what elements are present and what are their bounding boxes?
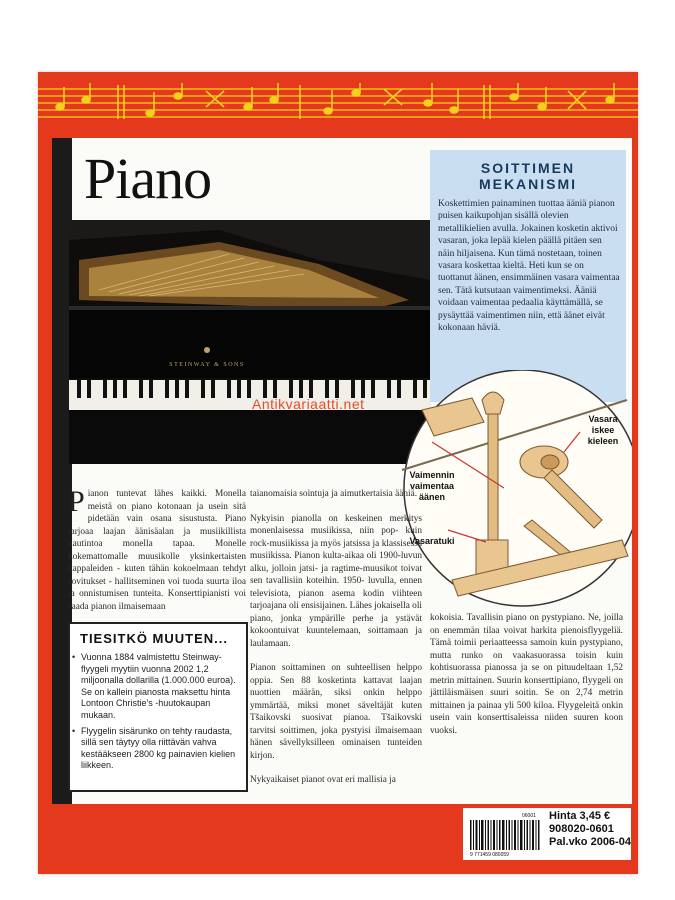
damper-label: Vaimennin vaimentaa äänen — [409, 470, 455, 502]
price-info — [549, 810, 631, 849]
page-title: Piano — [84, 146, 212, 211]
article-column-2 — [250, 488, 422, 799]
music-staff-decoration — [38, 83, 638, 123]
section-label: ORKESTERI — [3, 150, 17, 234]
barcode-number: 9 771459 080059 — [470, 852, 509, 858]
mechanism-text: Koskettimien painaminen tuottaa ääniä pianon puisen kaikupohjan sisällä olevien metallikielien avulla. Jokainen kosketin aktivoi vasaran, joka lepää kielen päällä pitäen sen näin hiljaisena. Kun tämä nostetaan, toinen vasara koskettaa kieltä. Heti kun se on tuottanut äänen, ensimmäinen vasara vaimentaa sen. Tätä kutsutaan vaimentimeksi. Ääniä voidaan vaimentaa pedaalia käyttämällä, se pysäyttää vaimentimen niin, että äänet eivät kokonaan häviä. — [438, 199, 620, 334]
list-item: • Vuonna 1884 valmistettu Steinway-flyygeli myytiin vuonna 2002 1,2 miljoonalla dollarilla (1.000.000 euroa). Se on kallein pianosta maksettu hinta Lontoon Christie's -huutokaupan mukaan. — [72, 652, 240, 722]
article-column-3: kokoisia. Tavallisin piano on pystypiano. Ne, joilla on enemmän tilaa voivat harkita pienoisflyygeliä. Tämä toimii periaatteessa samoin kuin pystypiano, mutta runko on vaakasuorassa toisin kuin kohtisuorassa pianossa ja se on pituudeltaan 1,52 metrin mittainen. Suurin konserttipiano, flyygeli on jättiläismäisen suuri soitin. Se on 2,74 metrin mittainen ja painaa yli 500 kiloa. Flyygeleitä onkin usein vain konserttisaleissa niiden suuren koon vuoksi. — [430, 613, 623, 736]
article-paragraph: Pianon soittaminen on suhteellisen helppo oppia. Sen 88 kosketinta kattavat laajan nuottien määrän, siksi onkin helppo ymmärtää, miksi monet säveltäjät kuten Tšaikovski suosivat pianoa. Tšaikovski tarvitsi soittimen, joka pystyisi ilmaisemaan hänen sävellyksilleen ominaisen tunteiden kirjon. — [250, 663, 422, 761]
did-you-know-title: TIESITKÖ MUUTEN... — [80, 631, 228, 646]
hammer-label: Vasara iskee kieleen — [587, 414, 619, 446]
article-paragraph: taianomaisia sointuja ja aimutkertaisia ääniä. — [250, 489, 418, 499]
price-text: Hinta 3,45 € — [549, 810, 611, 822]
article-column-1 — [68, 485, 246, 613]
sale-week: Pal.vko 2006-04 — [549, 836, 631, 848]
article-paragraph: Nykyisin pianolla on keskeinen merkitys monenlaisessa musiikissa, niin pop- kuin rock-musiikissa ja myös jatsissa ja klassisessa musiikissa. Pianon kulta-aikaa oli 1900-luvun alku, jolloin jatsi- ja ragtime-muusikot toivat sen tavallisiin koteihin. 1950- luvulla, ennen televisiota, pianon asema kodin viihteen tarjoajana oli ensisijainen. Lähes jokaisella oli piano, jonka ympärille perhe ja ystävät kokoontuivat kuuntelemaan, soittamaan ja laulamaan. — [250, 513, 422, 649]
watermark: Antikvariaatti.net — [252, 396, 365, 412]
article-paragraph: Nykyaikaiset pianot ovat eri mallisia ja — [250, 775, 396, 785]
brand-text: STEINWAY & SONS — [169, 362, 245, 368]
did-you-know-list — [72, 652, 240, 776]
drop-cap: P — [68, 485, 85, 518]
mechanism-title: SOITTIMEN MEKANISMI — [478, 160, 578, 192]
barcode-issue-code: 06001 — [522, 813, 536, 819]
grand-piano-photo — [69, 220, 431, 464]
barcode-graphic — [466, 810, 546, 858]
article-col1-text: ianon tuntevat lähes kaikki. Monella meistä on piano kotonaan ja usein sitä pidetään vain osana sisustusta. Piano tarjoaa laajan äänisäalan ja musiikillista nautintoa monella tapaa. Monelle kokemattomalle muusikolle yksinkertaisten kappaleiden - kuten tähän kokoelmaan tehdyt sovitukset - hallitseminen voi tuoda suurta iloa ja onnistumisen tunteita. Konserttipianisti voi saada pianon ilmaisemaan — [68, 489, 246, 612]
hammer-support-label: Vasaratuki — [409, 536, 455, 546]
product-code: 908020-0601 — [549, 823, 614, 835]
list-item: • Flyygelin sisärunko on tehty raudasta, sillä sen täytyy olla riittävän vahva kestääkseen 2800 kg painavien kielien liikkeen. — [72, 726, 240, 772]
